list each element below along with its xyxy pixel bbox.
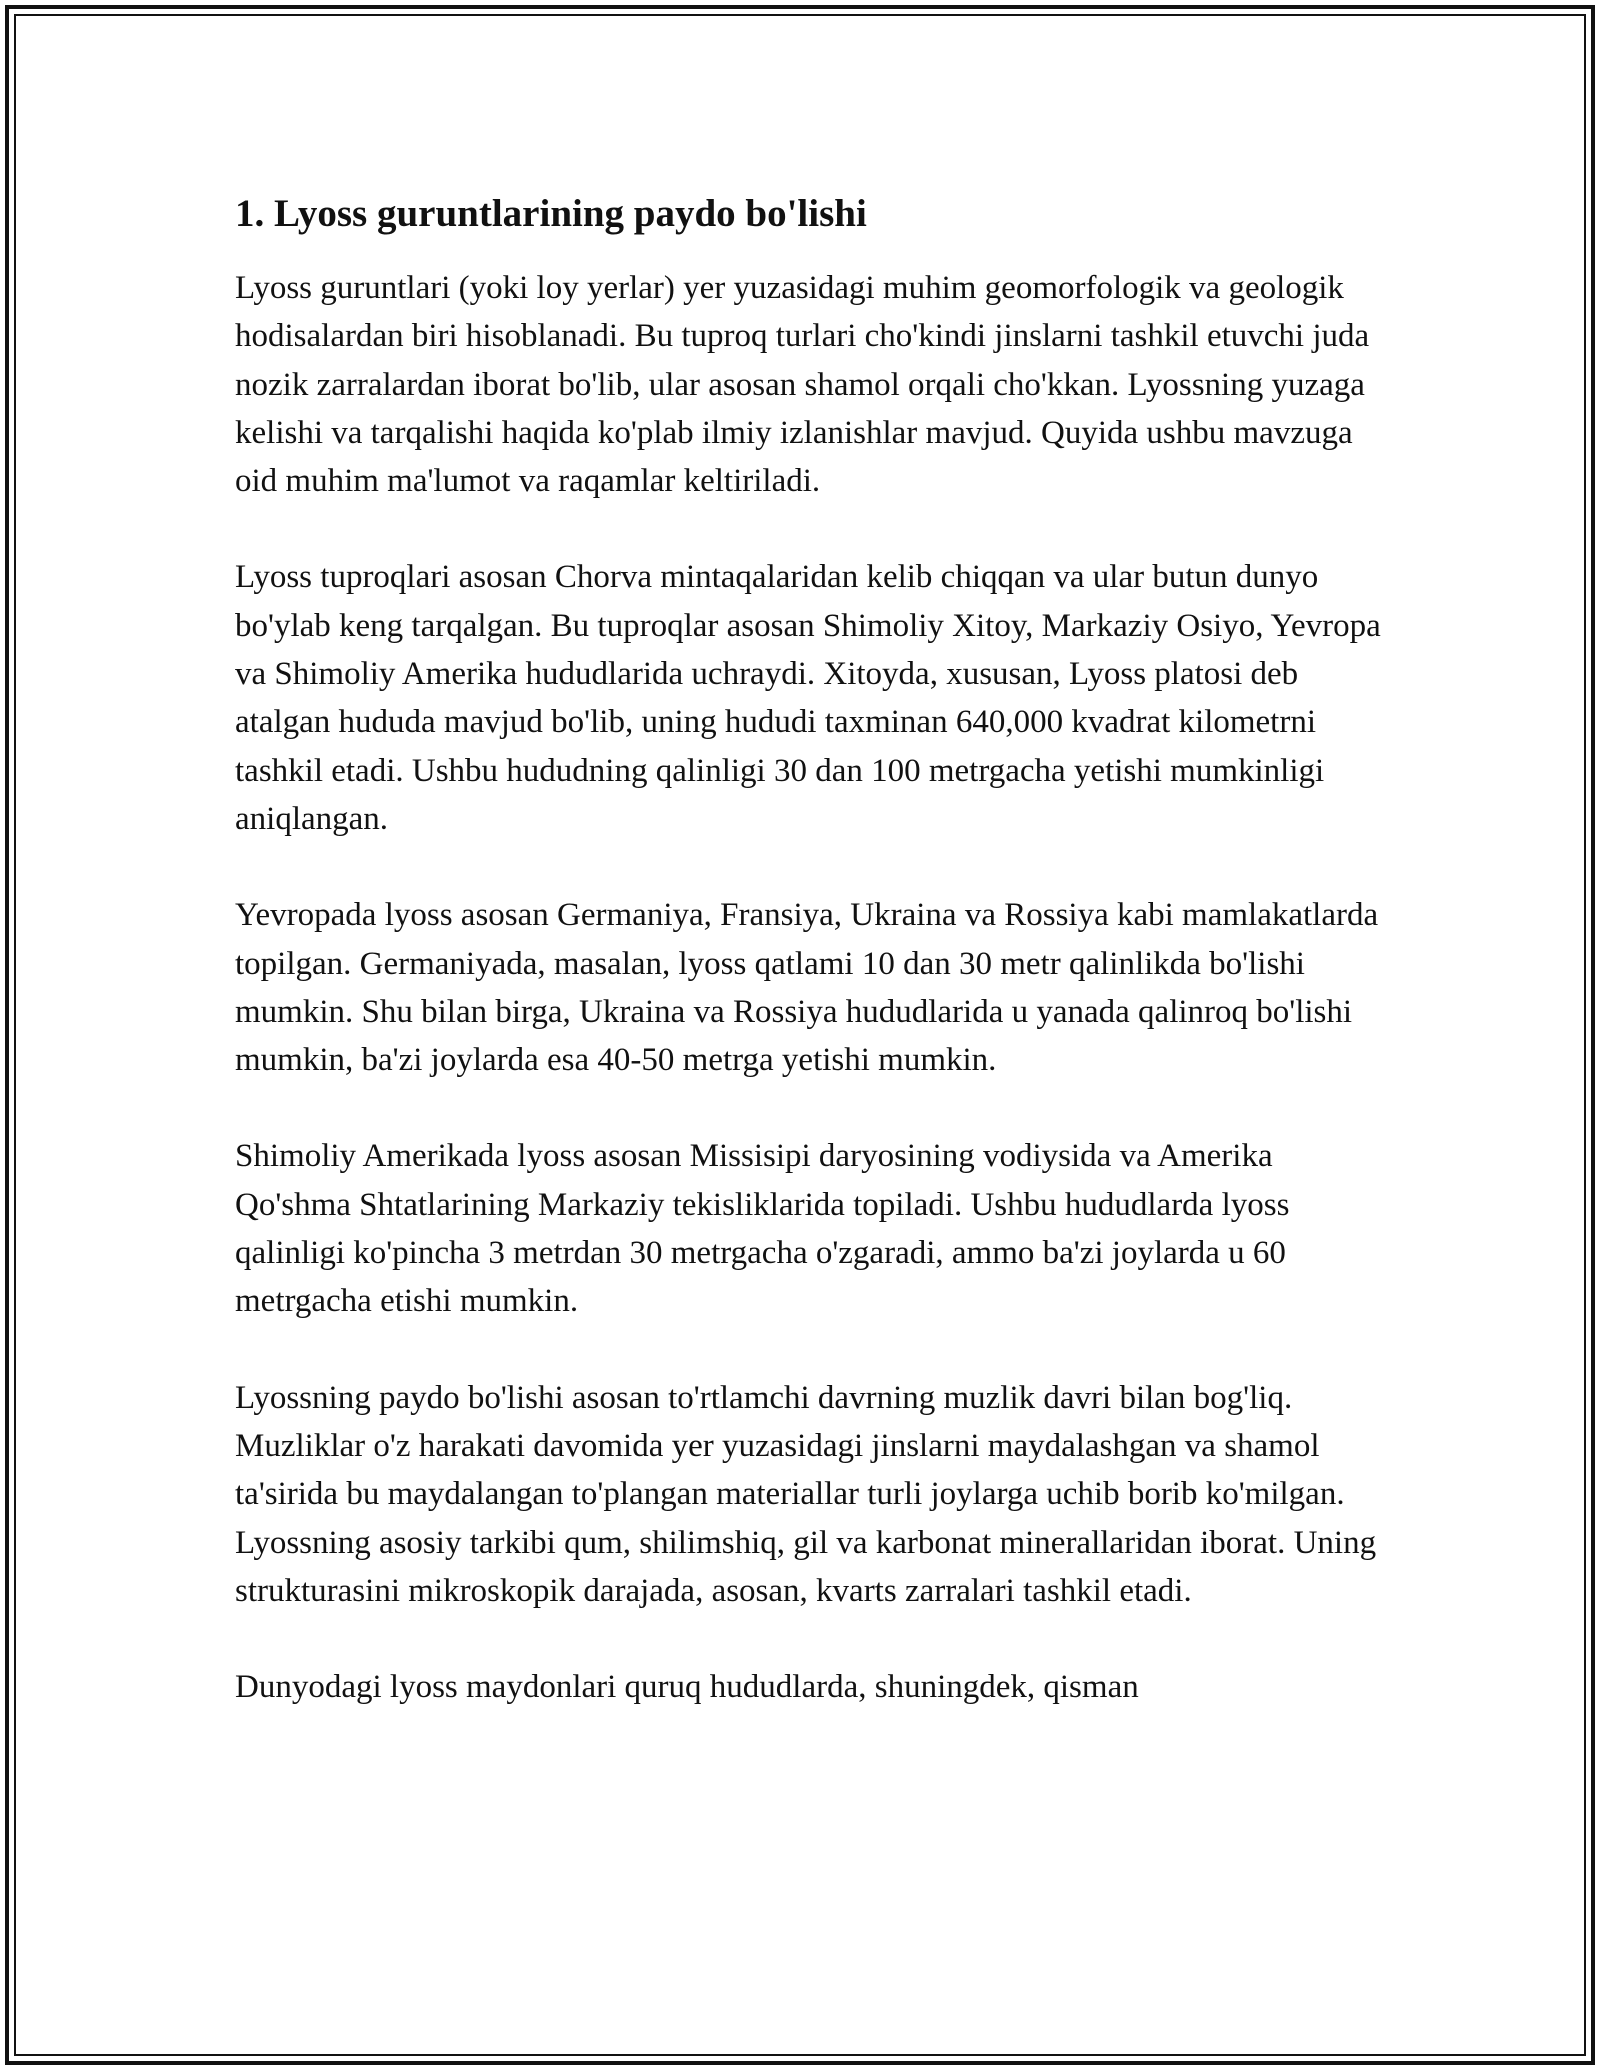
paragraph-distribution: Lyoss tuproqlari asosan Chorva mintaqalaridan kelib chiqqan va ular butun dunyo bo'ylab keng tarqalgan. Bu tuproqlar asosan Shimoliy Xitoy, Markaziy Osiyo, Yevropa va Shimoliy Amerika hududlarida uchraydi. Xitoyda, xususan, Lyoss platosi deb atalgan hududa mavjud bo'lib, uning hududi taxminan 640,000 kvadrat kilometrni tashkil etadi. Ushbu hududning qalinligi 30 dan 100 metrgacha yetishi mumkinligi aniqlangan. bbox=[235, 559, 1381, 837]
paragraph-world-areas: Dunyodagi lyoss maydonlari quruq hududlarda, shuningdek, qisman bbox=[235, 1669, 1139, 1706]
paragraph-north-america: Shimoliy Amerikada lyoss asosan Missisipi daryosining vodiysida va Amerika Qo'shma Shtatlarining Markaziy tekisliklarida topiladi. Ushbu hududlarda lyoss qalinligi ko'pincha 3 metrdan 30 metrgacha o'zgaradi, ammo ba'zi joylarda u 60 metrgacha etishi mumkin. bbox=[235, 1138, 1290, 1320]
section-heading: 1. Lyoss guruntlarining paydo bo'lishi bbox=[235, 192, 867, 235]
paragraph-origin: Lyossning paydo bo'lishi asosan to'rtlamchi davrning muzlik davri bilan bog'liq. Muzliklar o'z harakati davomida yer yuzasidagi jinslarni maydalashgan va shamol ta'sirida bu maydalangan to'plangan materiallar turli joylarga uchib borib ko'milgan. Lyossning asosiy tarkibi qum, shilimshiq, gil va karbonat minerallaridan iborat. Uning strukturasini mikroskopik darajada, asosan, kvarts zarralari tashkil etadi. bbox=[235, 1379, 1377, 1609]
paragraph-europe: Yevropada lyoss asosan Germaniya, Fransiya, Ukraina va Rossiya kabi mamlakatlarda topilgan. Germaniyada, masalan, lyoss qatlami 10 dan 30 metr qalinlikda bo'lishi mumkin. Shu bilan birga, Ukraina va Rossiya hududlarida u yanada qalinroq bo'lishi mumkin, ba'zi joylarda esa 40-50 metrga yetishi mumkin. bbox=[235, 897, 1379, 1079]
paragraph-intro: Lyoss guruntlari (yoki loy yerlar) yer yuzasidagi muhim geomorfologik va geologik hodisalardan biri hisoblanadi. Bu tuproq turlari cho'kindi jinslarni tashkil etuvchi juda nozik zarralardan iborat bo'lib, ular asosan shamol orqali cho'kkan. Lyossning yuzaga kelishi va tarqalishi haqida ko'plab ilmiy izlanishlar mavjud. Quyida ushbu mavzuga oid muhim ma'lumot va raqamlar keltiriladi. bbox=[235, 270, 1370, 500]
document-body bbox=[235, 188, 1385, 1759]
